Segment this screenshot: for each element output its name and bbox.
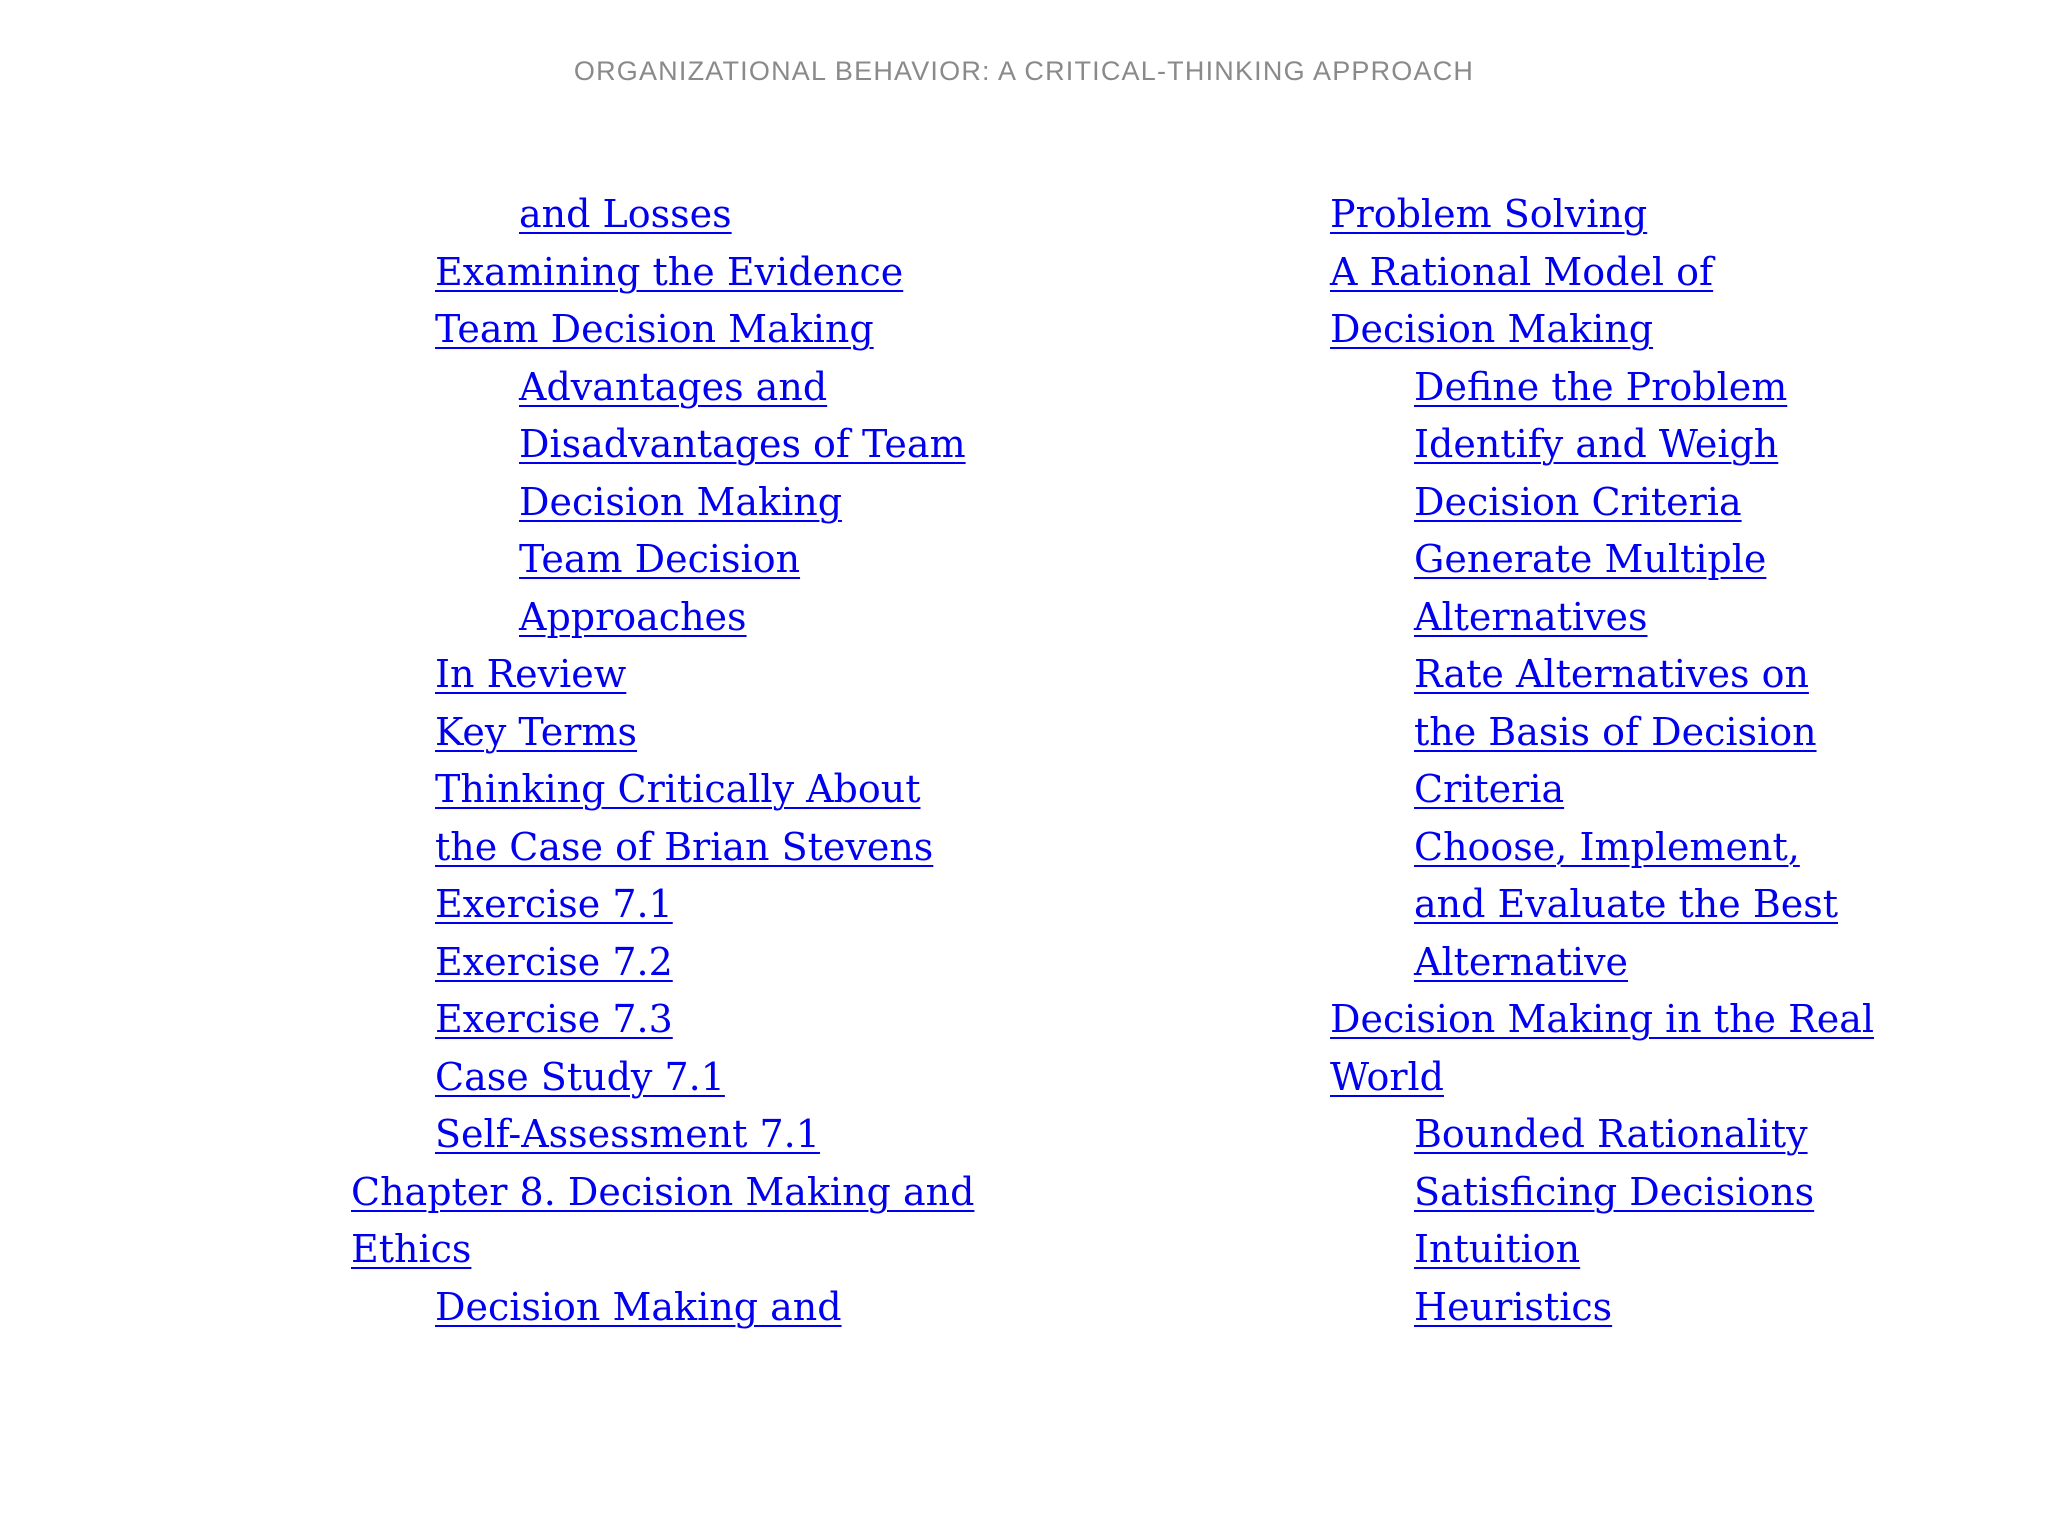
toc-link-rate-alternatives-2[interactable]: the Basis of Decision <box>1414 709 1817 754</box>
toc-link-thinking-critically-1[interactable]: Thinking Critically About <box>435 767 921 811</box>
toc-link-decision-making-and[interactable]: Decision Making and <box>435 1284 842 1329</box>
toc-link-thinking-critically-2[interactable]: the Case of Brian Stevens <box>435 824 934 869</box>
toc-link-case-study-7-1[interactable]: Case Study 7.1 <box>435 1054 725 1099</box>
toc-link-exercise-7-2[interactable]: Exercise 7.2 <box>435 939 673 984</box>
toc-link-exercise-7-3[interactable]: Exercise 7.3 <box>435 997 673 1041</box>
toc-link-rational-model-2[interactable]: Decision Making <box>1330 307 1654 351</box>
toc-link-rate-alternatives-1[interactable]: Rate Alternatives on <box>1414 652 1809 696</box>
toc-link-identify-weigh-criteria-2[interactable]: Decision Criteria <box>1414 479 1742 524</box>
toc-link-examining-the-evidence[interactable]: Examining the Evidence <box>435 249 904 294</box>
toc-link-in-review[interactable]: In Review <box>435 652 627 696</box>
toc-link-identify-weigh-criteria-1[interactable]: Identify and Weigh <box>1414 422 1779 466</box>
toc-link-define-the-problem[interactable]: Define the Problem <box>1414 364 1788 409</box>
toc-link-team-decision-making[interactable]: Team Decision Making <box>435 307 874 351</box>
toc-link-heuristics[interactable]: Heuristics <box>1414 1284 1613 1329</box>
toc-link-team-decision-approaches-2[interactable]: Approaches <box>519 594 747 639</box>
toc-link-satisficing-decisions[interactable]: Satisficing Decisions <box>1414 1169 1815 1214</box>
toc-link-real-world-1[interactable]: Decision Making in the Real <box>1330 997 1875 1041</box>
toc-link-intuition[interactable]: Intuition <box>1414 1227 1581 1271</box>
toc-link-choose-implement-1[interactable]: Choose, Implement, <box>1414 824 1800 869</box>
toc-column-left <box>351 186 1011 1336</box>
toc-link-choose-implement-3[interactable]: Alternative <box>1414 939 1629 984</box>
toc-link-advantages-disadvantages-1[interactable]: Advantages and <box>519 364 828 409</box>
toc-link-self-assessment-7-1[interactable]: Self-Assessment 7.1 <box>435 1112 820 1156</box>
toc-link-rational-model-1[interactable]: A Rational Model of <box>1330 249 1714 294</box>
toc-link-bounded-rationality[interactable]: Bounded Rationality <box>1414 1112 1808 1156</box>
toc-link-generate-alternatives-1[interactable]: Generate Multiple <box>1414 537 1767 581</box>
toc-link-rate-alternatives-3[interactable]: Criteria <box>1414 767 1565 811</box>
toc-link-real-world-2[interactable]: World <box>1330 1054 1444 1099</box>
toc-link-problem-solving[interactable]: Problem Solving <box>1330 192 1648 236</box>
toc-column-right <box>1330 186 1970 1336</box>
running-header: ORGANIZATIONAL BEHAVIOR: A CRITICAL-THINKING APPROACH <box>573 56 1475 86</box>
toc-link-and-losses[interactable]: and Losses <box>519 192 732 236</box>
toc-link-generate-alternatives-2[interactable]: Alternatives <box>1414 594 1648 639</box>
toc-link-exercise-7-1[interactable]: Exercise 7.1 <box>435 882 673 926</box>
toc-link-advantages-disadvantages-3[interactable]: Decision Making <box>519 479 843 524</box>
toc-link-choose-implement-2[interactable]: and Evaluate the Best <box>1414 882 1839 926</box>
toc-link-key-terms[interactable]: Key Terms <box>435 709 637 754</box>
toc-link-advantages-disadvantages-2[interactable]: Disadvantages of Team <box>519 422 966 466</box>
toc-link-chapter-8-1[interactable]: Chapter 8. Decision Making and <box>351 1169 975 1214</box>
toc-link-chapter-8-2[interactable]: Ethics <box>351 1227 472 1271</box>
toc-link-team-decision-approaches-1[interactable]: Team Decision <box>519 537 801 581</box>
